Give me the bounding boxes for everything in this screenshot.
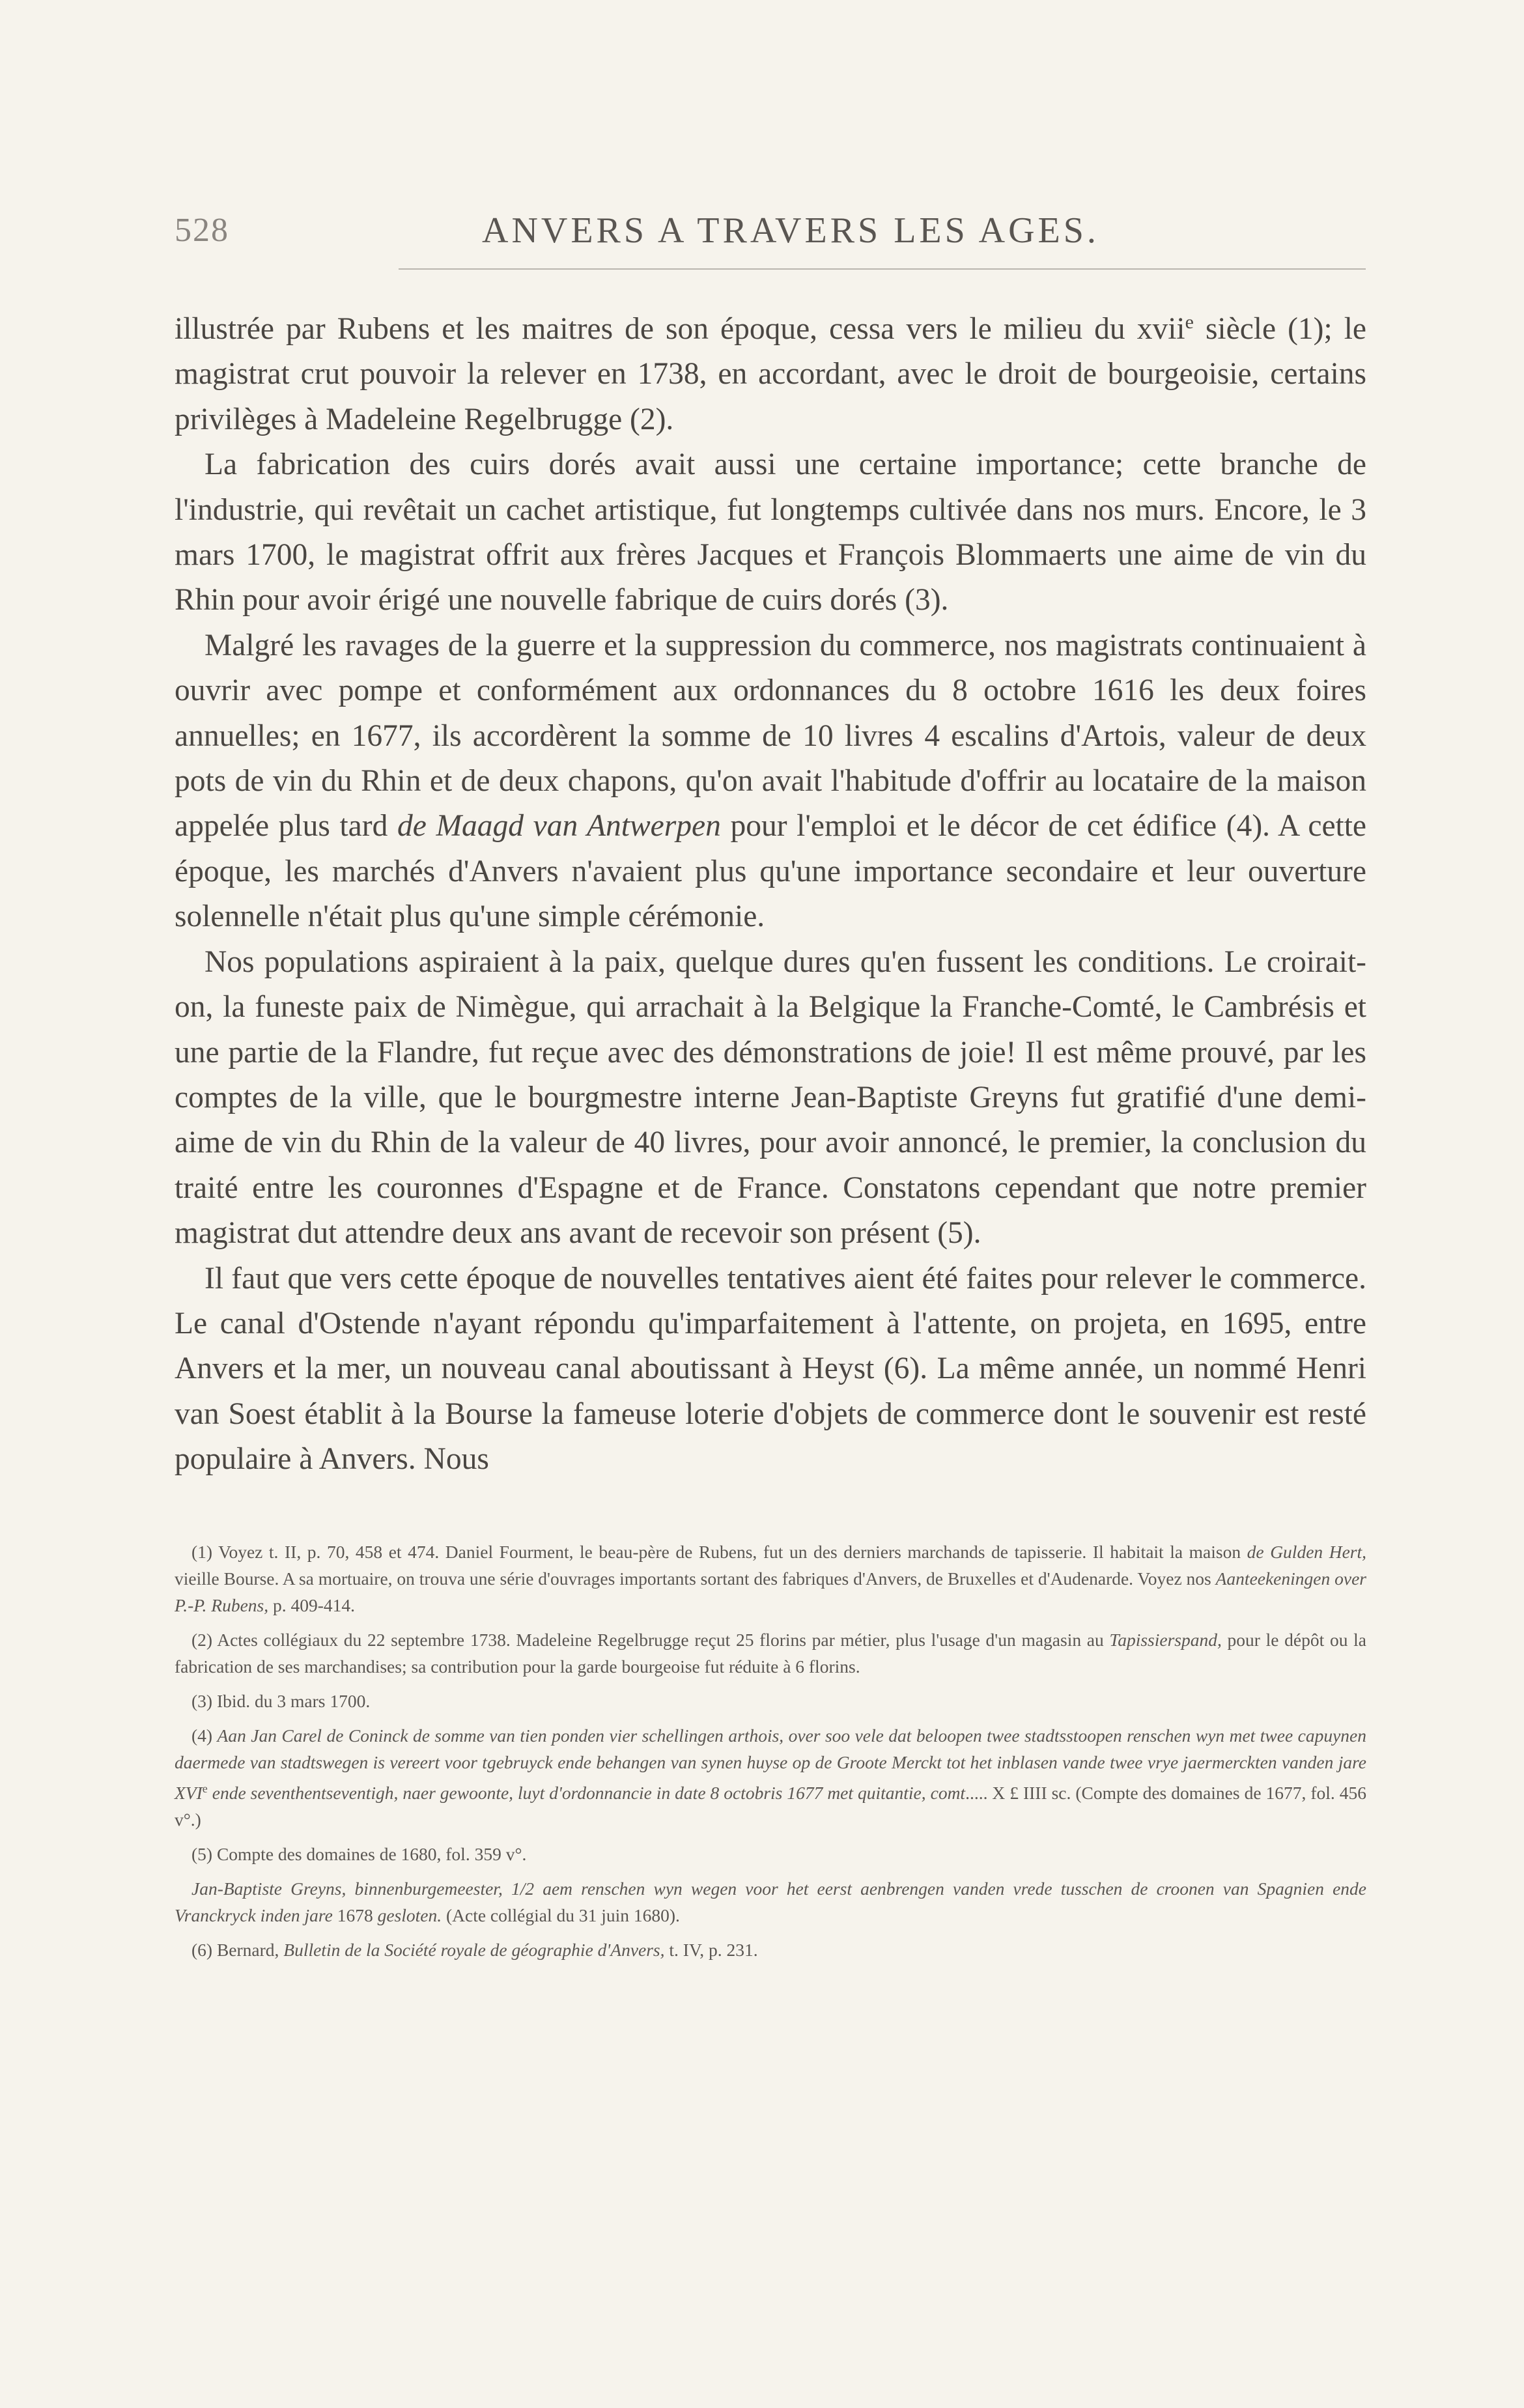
- paragraph: Il faut que vers cette époque de nouvelles tentatives aient été faites pour relever le commerce. Le canal d'Ostende n'ayant répondu qu'imparfaitement à l'attente, on projeta, en 1695, entre Anvers et la mer, un nouveau canal aboutissant à Heyst (6). La même année, un nommé Henri van Soest établit à la Bourse la fameuse loterie d'objets de commerce dont le souvenir est resté populaire à Anvers. Nous: [175, 1261, 1366, 1477]
- footnote-1: (1) Voyez t. II, p. 70, 458 et 474. Daniel Fourment, le beau-père de Rubens, fut un des derniers marchands de tapisserie. Il habitait la maison de Gulden Hert, vieille Bourse. A sa mortuaire, on trouva une série d'ouvrages importants sortant des fabriques d'Anvers, de Bruxelles et d'Audenarde. Voyez nos Aanteekeningen over P.-P. Rubens, p. 409-414.: [175, 1542, 1366, 1615]
- body-text: [175, 300, 1366, 1482]
- footnote-5: (5) Compte des domaines de 1680, fol. 359 v°.: [191, 1844, 527, 1864]
- footnote-6: (6) Bernard, Bulletin de la Société royale de géographie d'Anvers, t. IV, p. 231.: [191, 1940, 758, 1960]
- paragraph: Malgré les ravages de la guerre et la suppression du commerce, nos magistrats continuaient à ouvrir avec pompe et conformément aux ordonnances du 8 octobre 1616 les deux foires annuelles; en 1677, ils accordèrent la somme de 10 livres 4 escalins d'Artois, valeur de deux pots de vin du Rhin et de deux chapons, qu'on avait l'habitude d'offrir au locataire de la maison appelée plus tard de Maagd van Antwerpen pour l'emploi et le décor de cet édifice (4). A cette époque, les marchés d'Anvers n'avaient plus qu'une importance secondaire et leur ouverture solennelle n'était plus qu'une simple cérémonie.: [175, 628, 1367, 934]
- paragraph: illustrée par Rubens et les maitres de son époque, cessa vers le milieu du xvii$^e$ siècle (1); le magistrat crut pouvoir la relever en 1738, en accordant, avec le droit de bourgeoisie, certains privilèges à Madeleine Regelbrugge (2).: [175, 311, 1366, 436]
- page-number: 528: [175, 212, 229, 249]
- running-head: ANVERS A TRAVERS LES AGES.: [482, 210, 1099, 251]
- footnote-2: (2) Actes collégiaux du 22 septembre 1738. Madeleine Regelbrugge reçut 25 florins par métier, plus l'usage d'un magasin au Tapissierspand, pour le dépôt ou la fabrication de ses marchandises; sa contribution pour la garde bourgeoise fut réduite à 6 florins.: [175, 1630, 1366, 1677]
- footnotes: [175, 1538, 1366, 1963]
- footnote-4: (4) Aan Jan Carel de Coninck de somme van tien ponden vier schellingen arthois, over soo vele dat beloopen twee stadtsstoopen renschen wyn met twee capuynen daermede van stadtswegen is vereert voor tgebruyck ende behangen van synen huyse op de Groote Merckt tot het inblasen vande twee vrye jaermerckten vanden jare XVIe ende seventhentseventigh, naer gewoonte, luyt d'ordonnancie in date 8 octobris 1677 met quitantie, comt..... X £ IIII sc. (Compte des domaines de 1677, fol. 456 v°.): [175, 1725, 1366, 1830]
- paragraph: La fabrication des cuirs dorés avait aussi une certaine importance; cette branche de l'industrie, qui revêtait un cachet artistique, fut longtemps cultivée dans nos murs. Encore, le 3 mars 1700, le magistrat offrit aux frères Jacques et François Blommaerts une aime de vin du Rhin pour avoir érigé une nouvelle fabrique de cuirs dorés (3).: [175, 447, 1366, 617]
- footnote-3: (3) Ibid. du 3 mars 1700.: [191, 1691, 371, 1711]
- header-rule: [399, 268, 1366, 270]
- footnote-5-continued: Jan-Baptiste Greyns, binnenburgemeester, 1/2 aem renschen wyn wegen voor het eerst aenbrengen vanden vrede tusschen de croonen van Spagnien ende Vranckryck inden jare 1678 gesloten. (Acte collégial du 31 juin 1680).: [175, 1878, 1366, 1925]
- paragraph: Nos populations aspiraient à la paix, quelque dures qu'en fussent les conditions. Le croirait-on, la funeste paix de Nimègue, qui arrachait à la Belgique la Franche-Comté, le Cambrésis et une partie de la Flandre, fut reçue avec des démonstrations de joie! Il est même prouvé, par les comptes de la ville, que le bourgmestre interne Jean-Baptiste Greyns fut gratifié d'une demi-aime de vin du Rhin de la valeur de 40 livres, pour avoir annoncé, le premier, la conclusion du traité entre les couronnes d'Espagne et de France. Constatons cependant que notre premier magistrat dut attendre deux ans avant de recevoir son présent (5).: [175, 944, 1366, 1251]
